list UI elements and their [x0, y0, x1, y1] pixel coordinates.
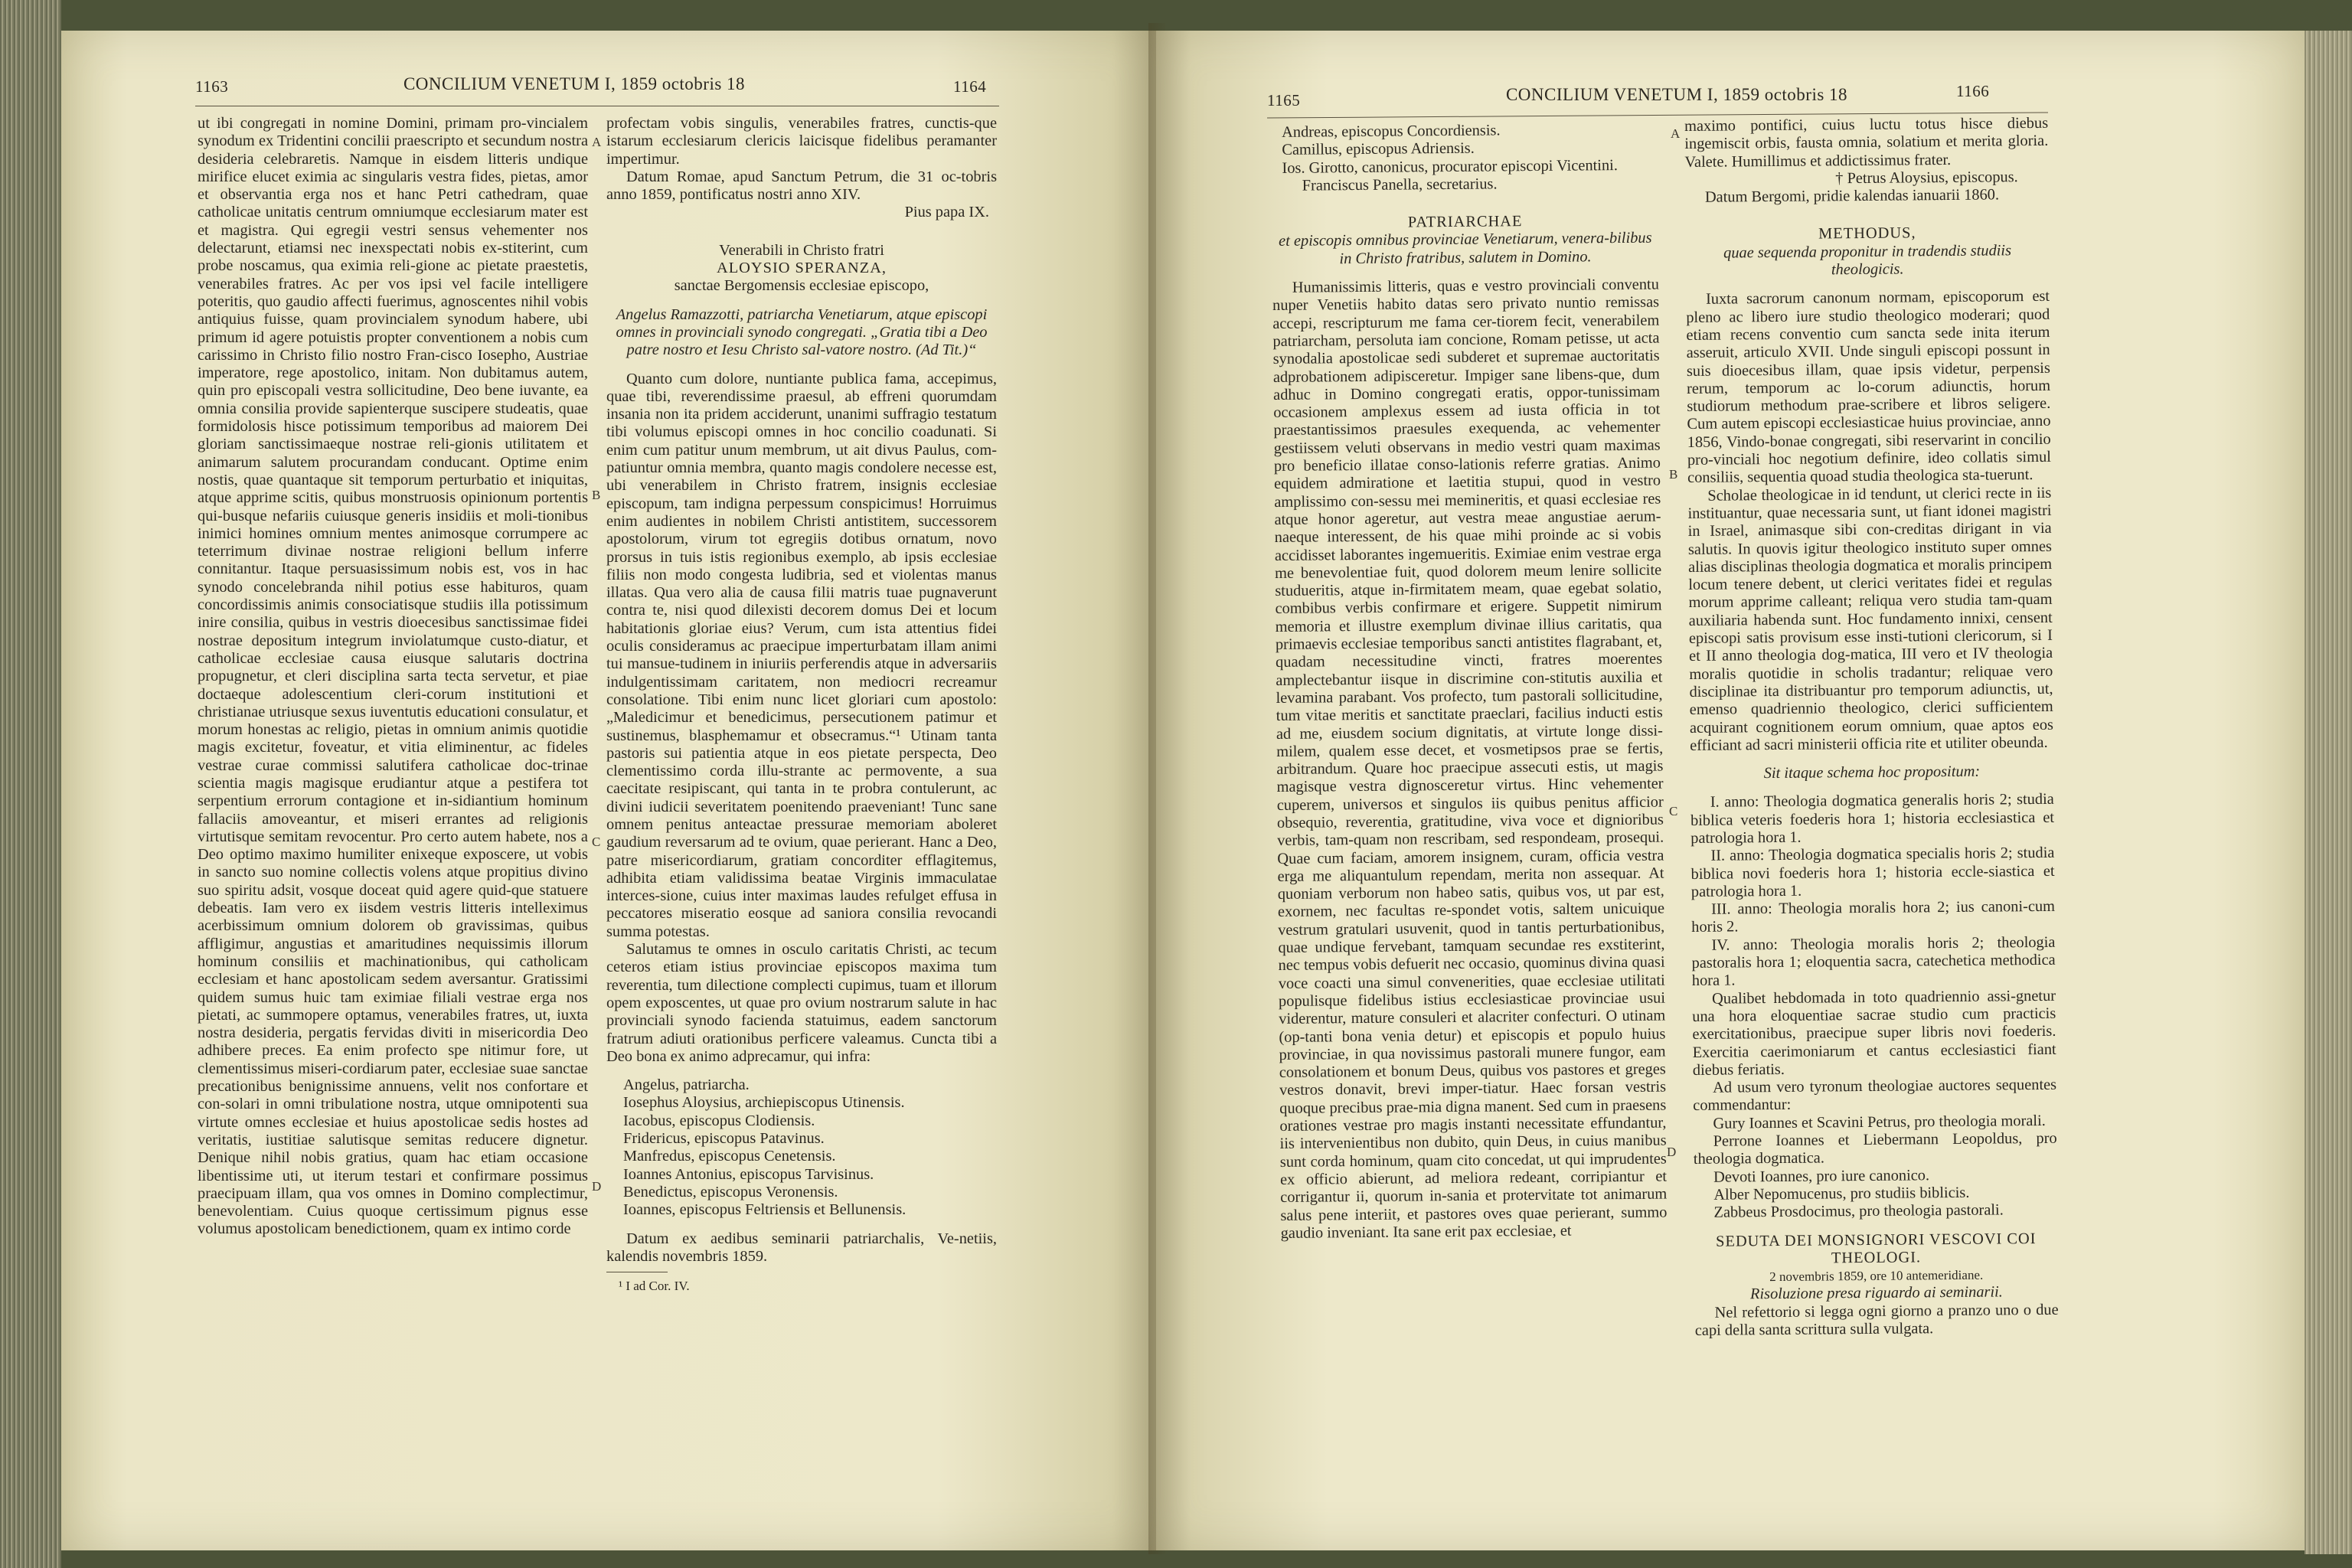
paragraph: Iuxta sacrorum canonum normam, episcoporum est pleno ac libero iure studio theologico moderari; quod etiam recens conventio cum sancta sede inita iterum asseruit, articulo XVII. Unde singuli episcopi possunt in suis dioecesibus illam, quae ipsis videtur, perpensis rerum, temporum ac lo-corum adiunctis, horum studiorum methodum prae-scribere et libros seligere. Cum autem episcopi ecclesiasticae huius provinciae, anno 1856, Vindo-bonae congregati, sibi reservarint in concilio pro-vinciali hoc negotium definire, ideo collatis simul consiliis, sequentia quoad studia theologica sta-tuerunt. [1686, 288, 2051, 487]
paragraph: Salutamus te omnes in osculo caritatis Christi, ac tecum ceteros etiam istius provinciae episcopos maxima tum reverentia, tum dilectione complecti cupimus, tuam et illorum opem exposcentes, ut quae pro ovium nostrarum salute in hac provinciali synodo facienda statuimus, eadem sanctorum fratrum adiuti orationibus perficere valeamus. Cuncta tibi a Deo bona ex animo adprecamur, qui infra: [606, 941, 997, 1065]
page-number-1164: 1164 [953, 77, 987, 96]
paragraph: Quanto cum dolore, nuntiante publica fama, accepimus, quae tibi, reverendissime praesul, ab effreni quorumdam insania non ita pridem acciderunt, unanimi suffragio testatum tibi volumus episcopi omnes in hoc concilio coadunati. Si enim cum patitur unum membrum, ut ait divus Paulus, com-patiuntur omnia membra, quanto magis condolere necesse est, ubi venerabilem in Christo fratrem, insignis ecclesiae episcopum, tam indigna perpessum conspicimus! Horruimus enim audientes in nobilem Christi antistitem, successorem apostolorum, virum tot egregiis dotibus ornatum, novo prorsus in tuis istis regionibus exemplo, ab ipsis ecclesiae filiis non modo congesta ludibria, sed et violentas manus illatas. Qua vero alia de causa filii matris tuae pugnaverunt contra te, nisi quod dilexisti decorem domus Dei et locum habitationis gloriae eius? Verum, cum ista attentius fidei oculis consideramus ac praecipue imperturbatam illam animi tui mansue-tudinem in iniuriis perferendis atque in adversariis indulgentissimam caritatem, non mediocri recreamur consolatione. Tibi enim nunc licet gloriari cum apostolo: „Maledicimur et benedicimus, persecutionem patimur et sustinemus, blasphemamur et obsecramus.“¹ Utinam tanta pastoris sui patientia atque in eos pietate perspecta, Deo clementissimo corda illu-strante ac permovente, a sua caecitate resipiscant, qui tanta in te probra contulerunt, ac divini iudicii severitatem poenitendo praeveniant! Tunc sane omnem penitus anteactae pressurae memoriam aboleret gaudium reversarum ad te ovium, quae perierant. Hanc a Deo, patre misericordiarum, gratiam concorditer efflagitemus, adhibita etiam validissima beatae Virginis immaculatae interces-sione, cuius inter maximas laudes refulget effusa in peccatores miseratio eosque ad saniora consilia revocandi summa potestas. [606, 370, 997, 940]
paragraph: ut ibi congregati in nomine Domini, primam pro-vincialem synodum ex Tridentini concilii praescripto et secundum nostra desideria celebraretis. Namque in eisdem litteris undique mirifice elucet eximia ac singularis vestra fides, pietas, amor et observantia erga nos et hanc Petri cathedram, quae catholicae unitatis centrum omniumque ecclesiarum mater est et magistra. Qui egregii vestri sensus vehementer nos delectarunt, etiamsi nec inexspectati nobis ex-stiterint, cum probe noscamus, qua eximia reli-gione ac pietate praestetis, venerabiles fratres. Ac per vos ipsi vel facile intelligere poteritis, quo gaudio affecti fuerimus, agnoscentes nihil vobis antiquius fuisse, quam provincialem synodum habere, ubi primum id agere potuistis propter conventionem a nobis cum carissimo in Christo filio nostro Fran-cisco Iosepho, Austriae imperatore, rege apostolico, initam. Non dubitamus autem, quin pro episcopali vestra sollicitudine, Deo bene iuvante, ea omnia consilia provide sapienterque suscipere studeatis, quae formidolosis hisce potissimum temporibus ad maiorem Dei gloriam sanctissimaeque nostrae reli-gionis utilitatem et animarum salutem procurandam conducant. Optime enim nostis, quae quantaque sit temporum perturbatio et iniquitas, atque apprime scitis, quibus monstruosis opinionum portentis qui-busque nefariis cuiusque generis insidiis et moli-tionibus inimici homines omnium mentes animosque corrumpere ac teterrimum divinae nostrae religioni bellum inferre connitantur. Itaque persuasissimum nobis est, vos in hac synodo concelebranda nihil potius esse habituros, quam concordissimis animis consociatisque studiis illa potissimum inire consilia, quibus in vestris dioecesibus sanctissimae fidei nostrae depositum integrum inviolatumque custo-diatur, et catholicae ecclesiae causa eiusque salutaris doctrina propugnetur, et cleri disciplina sarta tecta servetur, et piae doctaeque adolescentium cleri-corum institutioni et christianae utriusque sexus iuventutis educationi consulatur, et morum honestas ac religio, pietas in omnium animis quotidie magis excitetur, foveatur, et vitia eliminentur, ac fideles vestrae curae commissi salutifera catholicae doc-trinae scientia magis magisque erudiantur atque a pestifera tot serpentium errorum contagione et in-sidiantium hominum fallaciis amoveantur, et miseri errantes ad religionis virtutisque semitam revocentur. Pro certo autem habete, nos a Deo optimo maximo humiliter enixeque exposcere, ut vobis in sancto suo nomine collectis volens atque propitius divino suo spiritu adsit, vosque doceat quid agere quid-que statuere debeatis. Iam vero ex iisdem vestris litteris intelleximus acerbissimum omnium dolorem ob gravissimas, quibus affligimur, angustias et amaritudines nequissimis illorum hominum consiliis et machinationibus, qui catholicam ecclesiam et hanc apostolicam sedem aversantur. Gratissimi quidem sumus huic tam eximiae filiali vestrae erga nos pietati, ac summopere optamus, venerabiles fratres, ut, iuxta nostra desideria, pergatis fervidas diviti in misericordia Deo adhibere preces. Ea enim profecto spe nitimur fore, ut clementissimus miseri-cordiarum pater, ecclesiae suae sanctae precationibus benignissime annuens, velit nos confortare et con-solari in omni tribulatione nostra, utque omnipotenti sua virtute omnes ecclesiae et huius apostolicae sedis hostes ad veritatis, iustitiae salutisque semitas reducere dignetur. Denique nihil nobis gratius, quam hac etiam occasione libentissime uti, ut iterum testari et confirmare possimus praecipuam illam, qua vos omnes in Domino complectimur, benevolentiam. Cuius quoque certissimum pignus esse volumus apostolicam benedictionem, quam ex intimo corde [198, 115, 588, 1238]
seduta-date: 2 novembris 1859, ore 10 antemeridiane. [1769, 1267, 1984, 1285]
margin-mark-a: A [592, 135, 602, 149]
address-title: sanctae Bergomensis ecclesiae episcopo, [674, 277, 929, 295]
list-item: Iacobus, episcopus Clodiensis. [623, 1112, 815, 1129]
margin-mark-b: B [1669, 467, 1678, 482]
schema-heading: Sit itaque schema hoc propositum: [1763, 763, 1981, 782]
list-item: Ioannes Antonius, episcopus Tarvisinus. [623, 1165, 874, 1183]
margin-mark-c: C [1669, 804, 1678, 818]
margin-mark-c: C [592, 835, 601, 849]
left-column-1 [198, 115, 588, 1239]
list-item: Fridericus, episcopus Patavinus. [623, 1130, 825, 1148]
left-column-2 [606, 115, 997, 1295]
left-page [61, 31, 1156, 1550]
page-number-1166: 1166 [1956, 82, 1990, 100]
schema-year: IV. anno: Theologia moralis horis 2; theologia pastoralis hora 1; eloquentia sacra, catechetica methodica hora 1. [1691, 933, 2056, 990]
schema-year: I. anno: Theologia dogmatica generalis horis 2; studia biblica veteris foederis hora 1; historia ecclesiastica et patrologia hora 1. [1690, 791, 2055, 847]
author-line: Alber Nepomucenus, pro studiis biblicis. [1713, 1184, 1970, 1204]
address-line: Venerabili in Christo fratri [719, 241, 884, 259]
margin-mark-a: A [1671, 126, 1681, 141]
paragraph: Humanissimis litteris, quas e vestro provinciali conventu nuper Venetiis habito datas sero privato nuntio remissas accepi, rescripturum me fama cer-tiorem fecit, venerabilem patriarcham, persoluta iam concione, Romam petisse, ut acta synodalia apostolicae sedi subderet et supremae auctoritatis adprobationem adipisceretur. Impiger sane libens-que, dum adhuc in Domino congregati eratis, oppor-tunissimam occasionem amplexus essem ad iusta officia in tot praestantissimos praesules exequenda, ac vehementer gestiissem veluti observans in medio vestri quam maximas pro beneficio illatae conso-lationis referre gratias. Animo equidem admiratione et laetitia stupui, quod in vestro amplissimo con-sessu mei memineritis, et quasi ecclesiae res atque honor ageretur, aut vestra meae angustiae aerum-naeque interessent, de his quae mihi proinde ac si vobis accidisset laborantes ingemueritis. Eximiae enim vestrae erga me benevolentiae fuit, quod dolorem meum lenire sollicite studueritis, atque in-firmitatem meam, quae egebat solatio, combibus verbis confirmare et erigere. Suppetit nimirum memoria et illustre exemplum divinae illius caritatis, qua primaevis ecclesiae temporibus sancti antistites flagrabant, et, quadam necessitudine vincti, fratres moerentes amplectebantur iisque in discrimine con-stitutis auxilia et levamina parabant. Vos profecto, tum pastorali sollicitudine, tum vitae meritis et sanctitate praeclari, facilius inducti estis ad me, eiusdem socium dignitatis, at virtute longe dissi-milem, qualem esse decet, et vosmetipsos prae se fertis, arbitrandum. Quare hoc praecipue assecuti estis, ut magis magisque vestra dignosceretur virtus. Hinc vehementer cuperem, universos et singulos iis quibus penitus afficior obsequio, reverentia, gratitudine, viva voce et dignioribus verbis, tam-quam non rescribam, sed respondeam, prosequi. Quae cum faciam, amorem insignem, curam, officia vestra erga me aliquantulum rependam, merita non assequar. At quoniam verborum non habeo satis, quibus vos, ut par est, exornem, nec facultas re-spondet votis, saltem unicuique vestrum gratulari usuvenit, quod in tantis perturbationibus, quae undique fervebant, tamquam secundae res exstiterint, nec tempus vobis defuerit nec occasio, quominus divina quasi voce coacti una simul convenerities, quae ecclesiae utilitati populisque fidelibus istius ecclesiasticae provinciae usui viderentur, mature consuleri et alacriter confecturi. O utinam (op-tanti bona venia detur) et episcopis et populo huius provinciae, in qua novissimus pastorali munere fungor, eam consolationem et bonum Deus, quibus vos pastores et greges vestros donavit, brevi imper-tiatur. Haec forsan vestris quoque precibus prae-mia digna manent. Sed cum in praesens orationes vestrae pro magis instanti necessitate effundantur, iis intervenientibus non dubito, quin Deus, in cuius manibus sunt corda hominum, quam cito concedat, ut qui imprudentes ex officio abierunt, ad meliora redeant, corripiantur et corrigantur ii, quorum in-sania et protervitate tot animarum salus pene interiit, et pastores oves quae perierant, summo gaudio inveniant. Ita sane erit pax ecclesiae, et [1272, 276, 1668, 1242]
list-item: Ioannes, episcopus Feltriensis et Bellunensis. [623, 1201, 906, 1219]
author-line: Perrone Ioannes et Liebermann Leopoldus, pro theologia dogmatica. [1693, 1129, 2057, 1168]
margin-mark-b: B [592, 488, 601, 502]
paragraph: profectam vobis singulis, venerabiles fratres, cunctis-que istarum ecclesiarum clericis laicisque fidelibus peramanter impertimur. [606, 115, 997, 168]
list-item: Iosephus Aloysius, archiepiscopus Utinensis. [623, 1094, 905, 1112]
signatory-list [1271, 121, 1658, 178]
section-heading-methodus: METHODUS, [1818, 224, 1916, 243]
paragraph: maximo pontifici, cuius luctu totus hisce diebus ingemiscit orbis, fausta omnia, solatium et merita gloria. Valete. Humillimus et addictissimus frater. [1684, 114, 2049, 171]
margin-mark-d: D [592, 1179, 602, 1194]
signature-pius: Pius papa IX. [904, 204, 989, 221]
list-item: Angelus, patriarcha. [623, 1076, 750, 1094]
footnote: ¹ I ad Cor. IV. [619, 1279, 690, 1294]
paragraph: Ad usum vero tyronum theologiae auctores sequentes commendantur: [1693, 1076, 2057, 1115]
salutation: Angelus Ramazzotti, patriarcha Venetiarum, atque episcopi omnes in provinciali synodo congregati. „Gratia tibi a Deo patre nostro et Iesu Christo sal-vatore nostro. (Ad Tit.)“ [616, 305, 988, 359]
running-title: CONCILIUM VENETUM I, 1859 octobris 18 [1505, 85, 1848, 104]
schema-year: III. anno: Theologia moralis hora 2; ius canoni-cum horis 2. [1691, 897, 2056, 936]
datum: Datum ex aedibus seminarii patriarchalis, Ve-netiis, kalendis novembris 1859. [606, 1230, 997, 1265]
seduta-subtitle: Risoluzione presa riguardo ai seminarii. [1749, 1283, 2003, 1303]
secretary: Franciscus Panella, secretarius. [1302, 175, 1498, 194]
list-item: Camillus, episcopus Adriensis. [1282, 139, 1475, 159]
margin-mark-d: D [1667, 1145, 1677, 1159]
list-item: Andreas, episcopus Concordiensis. [1281, 122, 1501, 141]
right-column-2 [1684, 115, 2059, 1340]
list-item: Ios. Girotto, canonicus, procurator episcopi Vicentini. [1282, 156, 1618, 177]
author-line: Gury Ioannes et Scavini Petrus, pro theologia morali. [1713, 1112, 2046, 1132]
left-header [61, 73, 1156, 103]
author-line: Zabbeus Prosdocimus, pro theologia pastorali. [1713, 1201, 2004, 1221]
right-header [1156, 73, 2305, 109]
signature-petrus: † Petrus Aloysius, episcopus. [1835, 168, 2018, 188]
running-title: CONCILIUM VENETUM I, 1859 octobris 18 [403, 74, 746, 93]
paragraph: Qualibet hebdomada in toto quadriennio assi-gnetur una hora eloquentiae sacrae studio cum practicis exercitationibus, praecipue super libris novi foederis. Exercitia caerimoniarum et cantus ecclesiastici fiant diebus feriatis. [1692, 987, 2056, 1079]
datum: Datum Bergomi, pridie kalendas ianuarii 1860. [1704, 186, 2000, 206]
datum: Datum Romae, apud Sanctum Petrum, die 31 oc-tobris anno 1859, pontificatus nostri anno XIV. [606, 168, 997, 204]
section-subtitle: quae sequenda proponitur in tradendis studiis theologicis. [1723, 242, 2012, 279]
address-name: ALOYSIO SPERANZA, [716, 260, 887, 277]
signatory-list [606, 1076, 997, 1219]
book-edge-right [2305, 31, 2352, 1554]
schema-year: II. anno: Theologia dogmatica specialis horis 2; studia biblica novi foederis hora 1; historia eccle-siastica et patrologia hora 1. [1690, 844, 2055, 900]
list-item: Manfredus, episcopus Cenetensis. [623, 1148, 836, 1165]
list-item: Benedictus, episcopus Veronensis. [623, 1183, 838, 1200]
paragraph: Scholae theologicae in id tendunt, ut clerici recte in iis instituantur, quae necessaria sunt, ut fiant idonei magistri in Israel, animasque sibi con-creditas dirigant in via salutis. In quovis igitur theologico instituto super omnes alias disciplinas theologia dogmatica et moralis principem locum tenere debent, ut clerici veritates fidei et regulas morum apprime calleant; reliqua vero studia tam-quam auxiliaria habenda sunt. Hoc fundamento innixi, censent episcopi satis provisum esse insti-tutioni clericorum, si I et II anno theologia dog-matica, III vero et IV theologia moralis quotidie in scholis tradantur; reliquae vero disciplinae ita distribuantur pro temporum adiunctis, ut, emenso quadriennio theologico, clerici sufficientem acquirant cognitionem eorum omnium, quae aptos eos efficiant ad sacri ministerii officia rite et utiliter obeunda. [1687, 484, 2054, 754]
book-edge-left [0, 0, 61, 1568]
page-number-1165: 1165 [1267, 91, 1301, 109]
section-heading-patriarchae: PATRIARCHAE [1407, 213, 1523, 231]
section-heading-seduta: SEDUTA DEI MONSIGNORI VESCOVI COI THEOLOGI. [1715, 1230, 2037, 1267]
paragraph: Nel refettorio si legga ogni giorno a pranzo uno o due capi della santa scrittura sulla vulgata. [1694, 1301, 2059, 1339]
salutation: et episcopis omnibus provinciae Venetiarum, venera-bilibus in Christo fratribus, salutem in Domino. [1279, 230, 1652, 268]
author-line: Devoti Ioannes, pro iure canonico. [1713, 1166, 1930, 1186]
right-page [1156, 31, 2305, 1550]
page-number-1163: 1163 [195, 77, 229, 96]
right-column-1 [1271, 121, 1668, 1243]
